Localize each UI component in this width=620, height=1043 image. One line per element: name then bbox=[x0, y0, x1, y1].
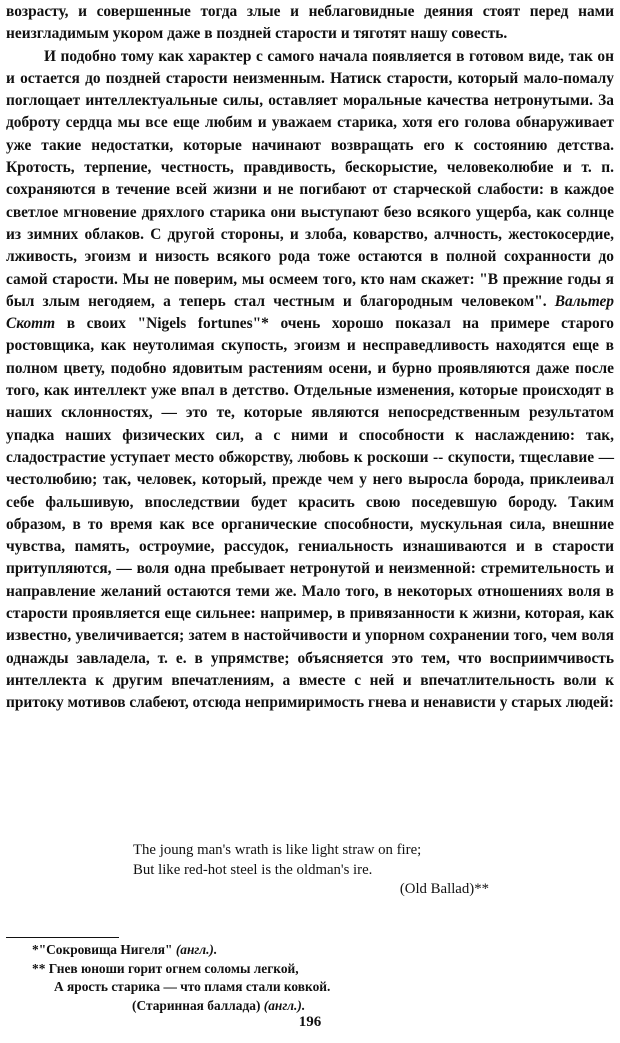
footnote-2-source-text: (Старинная баллада) bbox=[132, 997, 264, 1013]
paragraph-2-part-b: в своих "Nigels fortunes"* очень хорошо показал на примере старого ростовщика, как неутолимая скупость, эгоизм и несправедливость находятся еще в полном цвету, подобно ядовитым растениям осени, и бурно проявляются даже после того, как интеллект уже впал в детство. Отдельные изменения, которые происходят в наших склонностях, — это те, которые являются непосредственным результатом упадка наших физических сил, а с ними и способности к наслаждению: так, сладострастие уступает место обжорству, любовь к роскоши -- скупости, тщеславие — честолюбию; так, человек, который, прежде чем у него выросла борода, приклеивал себе фальшивую, впоследствии будет красить свою поседевшую бороду. Таким образом, в то время как все органические способности, мускульная сила, внешние чувства, память, остроумие, рассудок, гениальность изнашиваются и в старости притупляются, — воля одна пребывает нетронутой и неизменной: стремительность и направление желаний остаются теми же. Мало того, в некоторых отношениях воля в старости проявляется еще сильнее: например, в привязанности к жизни, которая, как известно, увеличивается; затем в настойчивости и упорном сохранении того, чем воля однажды завладела, т. е. в упрямстве; объясняется это тем, что восприимчивость интеллекта к другим впечатлениям, а вместе с ней и впечатлительность воли к притоку мотивов слабеют, отсюда непримиримость гнева и ненависти у старых людей: bbox=[6, 315, 614, 712]
paragraph-2-part-a: И подобно тому как характер с самого начала появляется в готовом виде, так он и остается до поздней старости неизменным. Натиск старости, который мало-помалу поглощает интеллектуальные силы, оставляет моральные качества нетронутыми. За доброту сердца мы все еще любим и уважаем старика, хотя его голова обнаруживает уже такие недостатки, которые начинают возвращать его к состоянию детства. Кротость, терпение, честность, правдивость, бескорыстие, человеколюбие и т. п. сохраняются в течение всей жизни и не погибают от старческой слабости: в каждое светлое мгновение дряхлого старика они выступают безо всякого ущерба, как солнце из зимних облаков. С другой стороны, и злоба, коварство, алчность, жестокосердие, лживость, эгоизм и низость всякого рода тоже остаются в полной сохранности до самой старости. Мы не поверим, мы осмеем того, кто нам скажет: "В прежние годы я был злым негодяем, а теперь стал честным и благородным человеком". bbox=[6, 47, 614, 310]
paragraph-1: возрасту, и совершенные тогда злые и неблаговидные деяния стоят перед нами неизгладимым укором даже в поздней старости и тяготят нашу совесть. bbox=[6, 3, 614, 43]
paragraph-2 bbox=[6, 46, 614, 715]
page-number: 196 bbox=[298, 1014, 322, 1030]
verse-source: (Old Ballad)** bbox=[399, 881, 489, 897]
footnote-1-text: *"Сокровища Нигеля" bbox=[32, 942, 176, 957]
footnote-2-line-2: А ярость старика — что пламя стали ковкой. bbox=[54, 979, 331, 995]
footnote-2-source-lang: (англ.). bbox=[263, 997, 306, 1013]
footnote-2-line-1: ** Гнев юноши горит огнем соломы легкой, bbox=[32, 960, 299, 976]
author-name: Вальтер Скотт bbox=[6, 292, 614, 333]
footnote-1 bbox=[32, 941, 412, 960]
main-text bbox=[6, 1, 614, 715]
footnote-2-source bbox=[32, 997, 412, 1016]
verse-line-1: The joung man's wrath is like light straw on fire; bbox=[133, 842, 422, 858]
verse-line-2: But like red-hot steel is the oldman's ire. bbox=[133, 861, 373, 878]
footnote-divider bbox=[6, 937, 119, 938]
footnotes bbox=[32, 941, 412, 1015]
footnote-1-lang: (англ.). bbox=[175, 942, 218, 957]
verse-quote bbox=[133, 841, 489, 900]
